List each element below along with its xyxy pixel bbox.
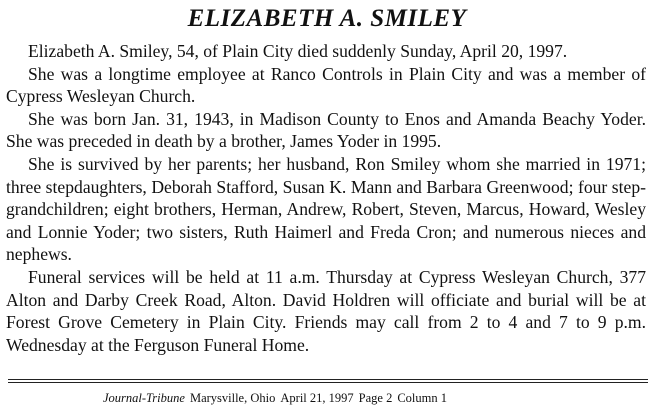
- source-date: April 21, 1997: [280, 391, 354, 405]
- obituary-paragraph-survivors: She is survived by her parents; her husband, Ron Smiley whom she married in 1971; three stepdaughters, Deborah Stafford, Susan K. Mann and Barbara Greenwood; four step-grandchildren; eight brothers, Herman, Andrew, Robert, Steven, Marcus, Howard, Wesley and Lonnie Yoder; two sisters, Ruth Haimerl and Freda Cron; and numerous nieces and nephews.: [6, 153, 646, 265]
- obituary-headline: ELIZABETH A. SMILEY: [187, 5, 467, 32]
- obituary-body: [6, 40, 646, 356]
- obituary-paragraph-services: Funeral services will be held at 11 a.m. Thursday at Cypress Wesleyan Church, 377 Alton and Darby Creek Road, Alton. David Holdren will officiate and burial will be at Forest Grove Cemetery in Plain City. Friends may call from 2 to 4 and 7 to 9 p.m. Wednesday at the Ferguson Funeral Home.: [6, 266, 646, 355]
- source-location: Marysville, Ohio: [189, 391, 276, 405]
- obituary-paragraph-employment: She was a longtime employee at Ranco Controls in Plain City and was a member of Cypress Wesleyan Church.: [6, 63, 646, 107]
- source-column: Column 1: [397, 391, 447, 405]
- source-caption: [103, 390, 447, 406]
- obituary-paragraph-birth: She was born Jan. 31, 1943, in Madison County to Enos and Amanda Beachy Yoder. She was preceded in death by a brother, James Yoder in 1995.: [6, 108, 646, 152]
- source-publication: Journal-Tribune: [103, 391, 185, 405]
- divider-rule: [8, 379, 648, 380]
- divider-rule-secondary: [8, 382, 648, 383]
- obituary-paragraph-death: Elizabeth A. Smiley, 54, of Plain City died suddenly Sunday, April 20, 1997.: [28, 41, 568, 61]
- source-page: Page 2: [358, 391, 393, 405]
